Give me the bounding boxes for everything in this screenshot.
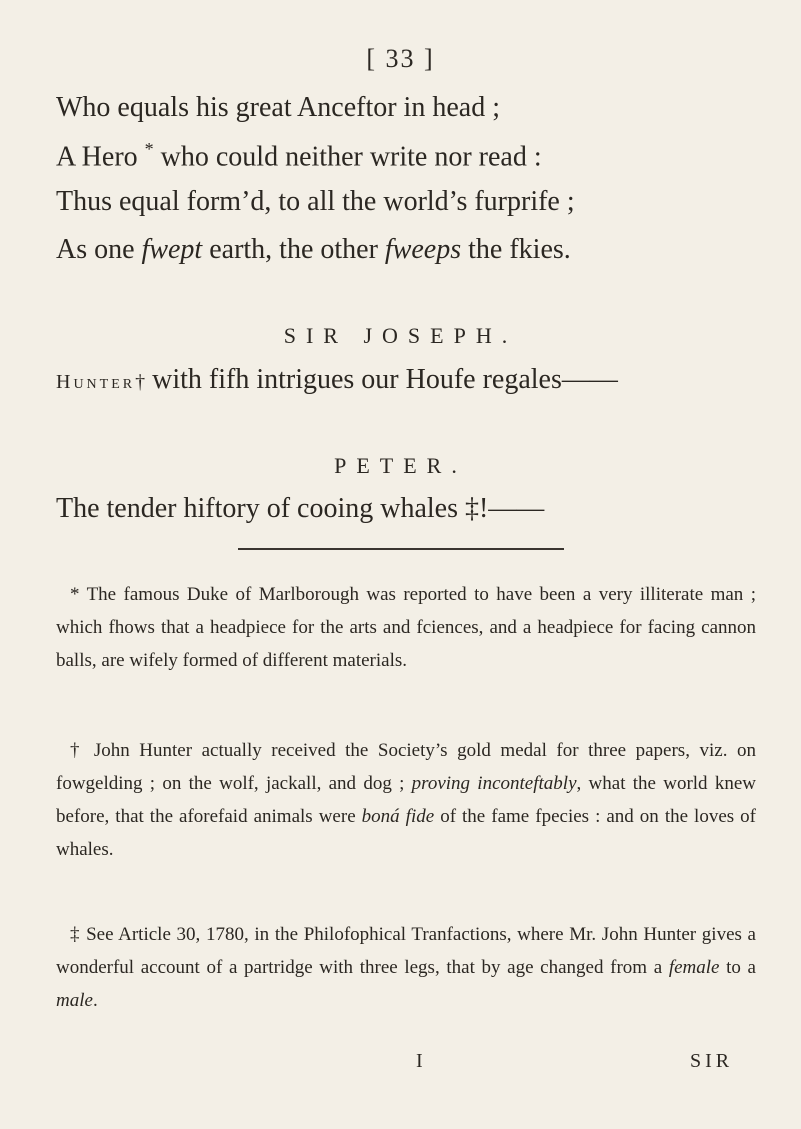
footnote-2-b: , what the world knew before, that the aforefaid animals were [56, 773, 756, 827]
footnote-2 [56, 734, 756, 866]
speaker-peter: PETER. [334, 453, 467, 478]
footnote-3-b: to a [719, 957, 756, 978]
footnote-1-text: The famous Duke of Marlborough was reported to have been a very illiterate man ; which fhows that a headpiece for the arts and fciences, and a headpiece for facing cannon balls, are wifely formed of different materials. [56, 584, 756, 671]
footnote-3-em1: female [668, 957, 720, 978]
verse-line-4-a: As one [56, 234, 142, 265]
footnote-3 [56, 918, 756, 1017]
page-number: [ 33 ] [366, 44, 435, 73]
verse-line-5 [56, 364, 618, 396]
footnote-3-c: . [92, 990, 98, 1011]
footnote-3-a: See Article 30, 1780, in the Philofophical Tranfactions, where Mr. John Hunter gives a wonderful account of a partridge with three legs, that by age changed from a [56, 924, 756, 978]
footnote-ref-2: † [135, 371, 146, 393]
verse-line-5-b: with fifh intrigues our Houfe regales—— [145, 364, 618, 395]
footnote-3-mark: ‡ [70, 924, 81, 945]
verse-line-2 [56, 139, 542, 173]
footnote-ref-1: * [144, 139, 154, 159]
footnote-2-em1: proving inconteftably [411, 773, 577, 794]
separator-rule [238, 548, 564, 550]
speaker-sir-joseph: SIR JOSEPH. [283, 323, 518, 348]
verse-line-3: Thus equal form’d, to all the world’s furprife ; [56, 186, 575, 217]
footnote-1 [56, 578, 756, 677]
footnote-2-c: of the fame fpecies : and on the loves of whales. [56, 806, 757, 860]
verse-line-5-smallcaps: Hunter [56, 371, 136, 393]
footnote-2-em2: boná fide [361, 806, 435, 827]
verse-line-4-c: the fkies. [461, 234, 571, 265]
signature-mark: I [416, 1050, 427, 1072]
footnote-1-mark: * [70, 584, 80, 605]
verse-line-4-em2: fweeps [384, 234, 462, 265]
catchword: SIR [690, 1050, 734, 1072]
verse-line-6: The tender hiftory of cooing whales ‡!—— [56, 493, 545, 524]
verse-line-2-a: A Hero [56, 141, 145, 173]
verse-line-1: Who equals his great Anceftor in head ; [56, 92, 500, 123]
footnote-3-em2: male [56, 990, 93, 1011]
verse-line-2-b: who could neither write nor read : [153, 141, 542, 173]
verse-line-4-em1: fwept [141, 234, 203, 265]
verse-line-4 [56, 234, 571, 266]
footnote-2-mark: † [70, 740, 85, 761]
verse-line-4-b: earth, the other [202, 234, 385, 265]
footnote-2-a: John Hunter actually received the Society’s gold medal for three papers, viz. on fowgelding ; on the wolf, jackall, and dog ; [56, 740, 756, 794]
